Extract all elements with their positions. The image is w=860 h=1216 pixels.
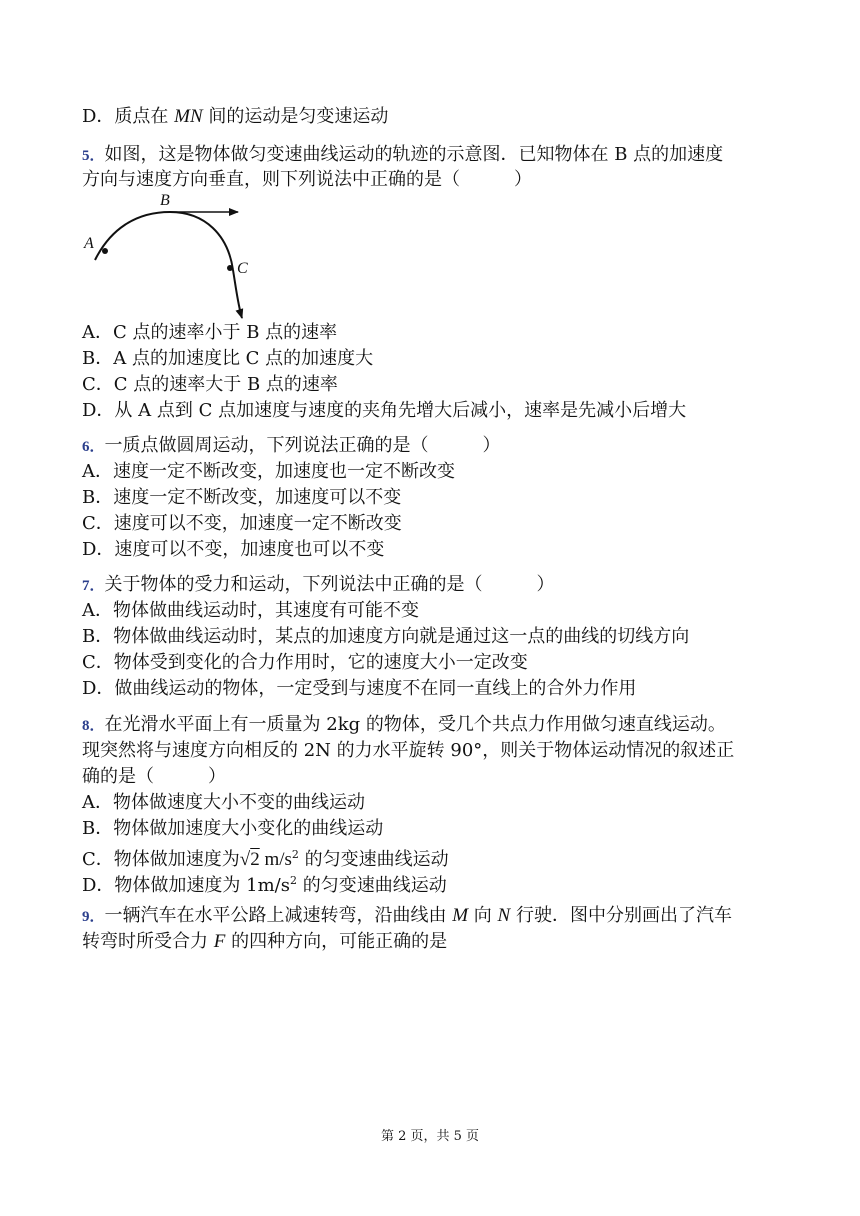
page-footer: 第 2 页，共 5 页 [380,1129,480,1144]
variable-f: F [213,931,226,952]
superscript: 2 [291,848,299,861]
question-stem: 方向与速度方向垂直，则下列说法中正确的是（ ） [82,169,532,190]
sqrt-sign: √ [239,849,251,870]
q7-option-b: B．物体做曲线运动时，某点的加速度方向就是通过这一点的曲线的切线方向 [82,626,690,647]
q5-option-b: B．A 点的加速度比 C 点的加速度大 [82,348,374,369]
question-stem: 如图，这是物体做匀变速曲线运动的轨迹的示意图．已知物体在 B 点的加速度 [104,144,724,165]
question-stem: 行驶．图中分别画出了汽车 [510,905,732,926]
q6-option-b: B．速度一定不断改变，加速度可以不变 [82,487,402,508]
trajectory-figure [80,190,260,325]
question-stem: 向 [468,905,498,926]
q9-stem-line1 [82,903,732,930]
q6-option-a: A．速度一定不断改变，加速度也一定不断改变 [82,461,455,482]
q5-stem-line1 [82,142,723,169]
question-stem: 的四种方向，可能正确的是 [225,931,448,952]
option-text: 的匀变速曲线运动 [296,875,447,896]
point-a [102,248,108,254]
q6-option-c: C．速度可以不变，加速度一定不断改变 [82,513,402,534]
question-number: 6． [82,439,105,455]
q6-stem [82,433,501,460]
question-stem: 在光滑水平面上有一质量为 2kg 的物体，受几个共点力作用做匀速直线运动。 [104,714,726,735]
variable-mn: MN [174,106,203,127]
question-stem: 转弯时所受合力 [82,931,214,952]
q8-stem-line2: 现突然将与速度方向相反的 2N 的力水平旋转 90°，则关于物体运动情况的叙述正 [82,740,735,761]
question-stem: 一辆汽车在水平公路上减速转弯，沿曲线由 [104,905,453,926]
question-number: 5． [82,148,105,164]
q8-stem-line1 [82,712,726,739]
option-text: 的匀变速曲线运动 [298,849,449,870]
q9-stem-line2 [82,929,447,955]
question-number: 7． [82,578,105,594]
trajectory-curve [95,212,242,318]
q7-stem [82,572,555,599]
label-a: A [84,235,94,252]
variable-m: M [452,905,469,926]
label-c: C [237,260,248,277]
q5-option-c: C．C 点的速率大于 B 点的速率 [82,374,338,395]
point-c [227,265,233,271]
superscript: 2 [289,874,297,887]
option-text: D．物体做加速度为 1m/s [82,875,290,896]
question-number: 8． [82,718,105,734]
question-number: 9． [82,909,105,925]
q7-option-d: D．做曲线运动的物体，一定受到与速度不在同一直线上的合外力作用 [82,678,637,699]
q8-option-b: B．物体做加速度大小变化的曲线运动 [82,818,384,839]
variable-n: N [497,905,511,926]
q7-option-c: C．物体受到变化的合力作用时，它的速度大小一定改变 [82,652,528,673]
option-text: C．物体做加速度为 [82,849,240,870]
q8-option-d [82,868,447,899]
q8-option-a: A．物体做速度大小不变的曲线运动 [82,792,365,813]
q5-option-a: A．C 点的速率小于 B 点的速率 [82,322,338,343]
q4-option-d [82,104,388,130]
question-stem: 关于物体的受力和运动，下列说法中正确的是（ ） [104,574,555,595]
label-b: B [160,192,170,209]
q5-option-d: D．从 A 点到 C 点加速度与速度的夹角先增大后减小，速率是先减小后增大 [82,400,687,421]
q7-option-a: A．物体做曲线运动时，其速度有可能不变 [82,600,419,621]
sqrt-radicand: 2 [250,849,260,870]
option-text: D．质点在 [82,106,175,127]
option-text: 间的运动是匀变速运动 [202,106,389,127]
question-stem: 一质点做圆周运动，下列说法正确的是（ ） [104,435,501,456]
unit: m/s [259,849,292,870]
q6-option-d: D．速度可以不变，加速度也可以不变 [82,539,385,560]
q8-stem-line3: 确的是（ ） [82,766,226,787]
